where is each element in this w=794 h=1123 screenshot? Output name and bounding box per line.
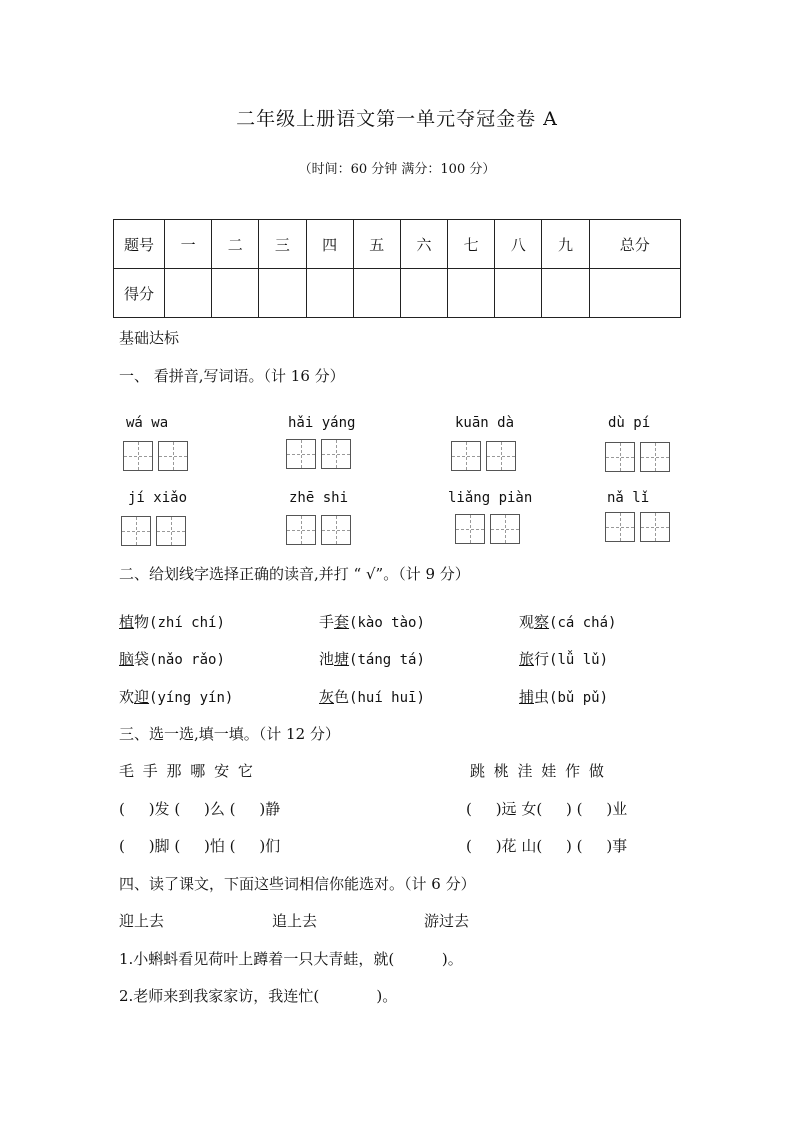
- writing-grid[interactable]: [158, 441, 188, 471]
- table-cell: 九: [542, 220, 589, 269]
- table-cell: 八: [495, 220, 542, 269]
- exam-info: （时间：60 分钟 满分：100 分）: [298, 162, 496, 177]
- writing-grid[interactable]: [321, 439, 351, 469]
- reading-option[interactable]: [319, 648, 425, 669]
- word-option: 迎上去: [119, 912, 165, 930]
- char: 色: [334, 688, 350, 706]
- char: 虫: [534, 688, 550, 706]
- writing-grid[interactable]: [286, 515, 316, 545]
- score-cell[interactable]: [353, 269, 400, 318]
- pinyin-label: jí xiǎo: [128, 490, 188, 506]
- table-row: [114, 269, 681, 318]
- reading-option[interactable]: [119, 611, 225, 632]
- table-cell: 一: [165, 220, 212, 269]
- score-cell[interactable]: [212, 269, 259, 318]
- table-cell: 四: [306, 220, 353, 269]
- score-cell[interactable]: [448, 269, 495, 318]
- underlined-char: 植: [119, 613, 135, 631]
- table-cell: 三: [259, 220, 306, 269]
- char: 袋: [134, 650, 150, 668]
- pinyin-label: nǎ lǐ: [607, 490, 650, 506]
- writing-grid[interactable]: [321, 515, 351, 545]
- char: 手: [319, 613, 335, 631]
- writing-grid[interactable]: [286, 439, 316, 469]
- word-option: 追上去: [272, 912, 318, 930]
- pinyin-choices: (yíng yín): [149, 690, 234, 706]
- score-cell[interactable]: [589, 269, 680, 318]
- fill-blank-row[interactable]: ( )脚 ( )怕 ( )们: [119, 837, 281, 855]
- underlined-char: 捕: [519, 688, 535, 706]
- char: 行: [534, 650, 550, 668]
- score-cell[interactable]: [259, 269, 306, 318]
- reading-option[interactable]: [119, 686, 233, 707]
- reading-option[interactable]: [119, 648, 225, 669]
- pinyin-choices: (cá chá): [549, 615, 617, 631]
- char: 观: [519, 613, 535, 631]
- writing-grid[interactable]: [123, 441, 153, 471]
- word-bank-right: 跳 桃 洼 娃 作 做: [470, 762, 606, 780]
- underlined-char: 灰: [319, 688, 335, 706]
- underlined-char: 套: [334, 613, 350, 631]
- table-cell: 五: [353, 220, 400, 269]
- pinyin-label: liǎng piàn: [448, 490, 533, 506]
- reading-option[interactable]: [319, 686, 425, 707]
- pinyin-choices: (huí huī): [349, 690, 425, 706]
- pinyin-choices: (kào tào): [349, 615, 425, 631]
- writing-grid[interactable]: [121, 516, 151, 546]
- char: 物: [134, 613, 150, 631]
- pinyin-choices: (lǚ lǔ): [549, 652, 609, 668]
- char: 欢: [119, 688, 135, 706]
- pinyin-choices: (zhí chí): [149, 615, 225, 631]
- score-cell[interactable]: [400, 269, 447, 318]
- fill-blank-row[interactable]: ( )花 山( ) ( )事: [466, 837, 628, 855]
- word-option: 游过去: [424, 912, 470, 930]
- char: 池: [319, 650, 335, 668]
- pinyin-label: kuān dà: [455, 415, 515, 431]
- underlined-char: 旅: [519, 650, 535, 668]
- pinyin-choices: (bǔ pǔ): [549, 690, 609, 706]
- word-bank-left: 毛 手 那 哪 安 它: [119, 762, 255, 780]
- question-3-heading: 三、选一选,填一填。（计 12 分）: [119, 725, 340, 743]
- question-2-heading: 二、给划线字选择正确的读音,并打 “ √”。（计 9 分）: [119, 565, 470, 583]
- reading-option[interactable]: [319, 611, 425, 632]
- page-title: 二年级上册语文第一单元夺冠金卷 A: [236, 108, 558, 130]
- writing-grid[interactable]: [490, 514, 520, 544]
- writing-grid[interactable]: [640, 442, 670, 472]
- fill-blank-row[interactable]: ( )远 女( ) ( )业: [466, 800, 628, 818]
- writing-grid[interactable]: [451, 441, 481, 471]
- pinyin-choices: (nǎo rǎo): [149, 652, 225, 668]
- table-cell: 题号: [114, 220, 165, 269]
- writing-grid[interactable]: [156, 516, 186, 546]
- pinyin-label: dù pí: [608, 415, 651, 431]
- table-cell: 七: [448, 220, 495, 269]
- pinyin-label: hǎi yáng: [288, 415, 356, 431]
- score-cell[interactable]: [306, 269, 353, 318]
- underlined-char: 迎: [134, 688, 150, 706]
- table-cell: 二: [212, 220, 259, 269]
- sentence-2[interactable]: 2.老师来到我家家访，我连忙( )。: [119, 987, 398, 1005]
- question-4-heading: 四、读了课文，下面这些词相信你能选对。（计 6 分）: [119, 875, 476, 893]
- underlined-char: 脑: [119, 650, 135, 668]
- sentence-1[interactable]: 1.小蝌蚪看见荷叶上蹲着一只大青蛙，就( )。: [119, 950, 463, 968]
- pinyin-label: zhē shi: [289, 490, 349, 506]
- pinyin-label: wá wa: [126, 415, 169, 431]
- writing-grid[interactable]: [605, 442, 635, 472]
- score-table: [113, 219, 681, 318]
- table-cell: 总分: [589, 220, 680, 269]
- underlined-char: 察: [534, 613, 550, 631]
- writing-grid[interactable]: [640, 512, 670, 542]
- table-row: [114, 220, 681, 269]
- writing-grid[interactable]: [486, 441, 516, 471]
- score-cell[interactable]: [165, 269, 212, 318]
- underlined-char: 塘: [334, 650, 350, 668]
- fill-blank-row[interactable]: ( )发 ( )么 ( )静: [119, 800, 281, 818]
- table-cell: 六: [400, 220, 447, 269]
- reading-option[interactable]: [519, 686, 608, 707]
- reading-option[interactable]: [519, 611, 616, 632]
- pinyin-choices: (táng tá): [349, 652, 425, 668]
- score-cell[interactable]: [495, 269, 542, 318]
- writing-grid[interactable]: [455, 514, 485, 544]
- score-cell[interactable]: [542, 269, 589, 318]
- section-label: 基础达标: [119, 329, 180, 347]
- reading-option[interactable]: [519, 648, 608, 669]
- table-cell: 得分: [114, 269, 165, 318]
- writing-grid[interactable]: [605, 512, 635, 542]
- question-1-heading: 一、 看拼音,写词语。（计 16 分）: [119, 367, 345, 385]
